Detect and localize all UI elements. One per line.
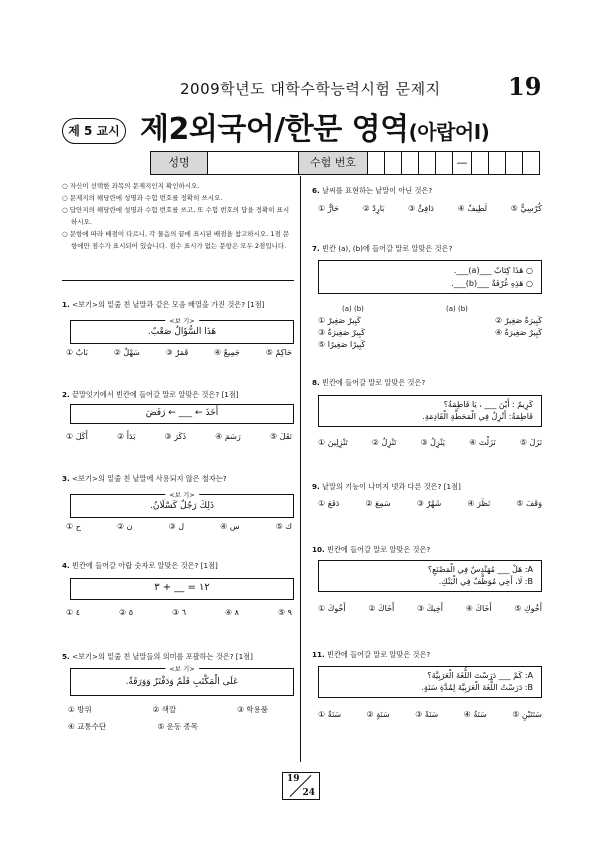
q4-example-box: ١٢ = __ + ٣ xyxy=(70,578,294,600)
note: ○ 문항에 따라 배점이 다르니, 각 물음의 끝에 표시된 배점을 참고하시오. 1점 문항에만 점수가 표시되어 있습니다. 점수 표시가 없는 문항은 모두 2점입니다. xyxy=(62,230,290,250)
option[interactable]: ④ رَسَمَ xyxy=(215,432,241,441)
subject-main: 제2외국어/한문 영역 xyxy=(140,112,409,147)
q1-example-box: <보 기> هَذَا السُّؤَالُ صَعْبٌ. xyxy=(70,320,294,344)
name-exam-box xyxy=(150,151,540,175)
q2-example-box: أَخَذَ ← ___ ← رَفَضَ xyxy=(70,404,294,424)
option[interactable]: ② 색깔 xyxy=(152,705,177,714)
question-5: 5. <보기>의 밑줄 친 낱말들의 의미를 포괄하는 것은? [1점] xyxy=(62,652,253,661)
note: ○ 답안지의 해당란에 성명과 수험 번호를 쓰고, 또 수험 번호의 답을 정확히 표시하시오. xyxy=(62,206,290,226)
instructions xyxy=(62,180,290,252)
subject-sub: (아랍어Ⅰ) xyxy=(408,120,490,144)
option[interactable]: ④ س xyxy=(220,522,240,531)
exam-no-cell[interactable] xyxy=(506,152,523,174)
question-10: 10. 빈칸에 들어갈 말로 알맞은 것은? xyxy=(312,545,431,554)
q3-example-box: <보 기> ذَلِكَ رَجُلٌ كَسْلَانُ. xyxy=(70,494,294,518)
option[interactable]: ④ 교통수단 xyxy=(68,722,107,731)
q1-options xyxy=(66,348,292,357)
exam-no-cell[interactable] xyxy=(368,152,385,174)
q7-example-box: ○ هَذَا كِتَابٌ ___(a)___. ○ هَذِهِ غُرْفَةٌ ___(b)___. xyxy=(318,260,542,294)
option[interactable]: ④ نَظَرَ xyxy=(467,499,491,508)
option[interactable]: ⑤ نَقَلَ xyxy=(269,432,292,441)
option[interactable]: ③ دَافِئٌ xyxy=(408,204,434,213)
option[interactable]: ④ لَطِيفٌ xyxy=(457,204,488,213)
option[interactable]: ⑤ 운동 종목 xyxy=(157,722,198,731)
exam-no-cell[interactable] xyxy=(489,152,506,174)
option[interactable]: ③ ٦ xyxy=(171,608,186,617)
question-3: 3. <보기>의 밑줄 친 낱말에 사용되지 않은 철자는? xyxy=(62,474,227,483)
option[interactable]: ④ أَخَاكَ xyxy=(465,604,492,613)
exam-no-cell[interactable] xyxy=(472,152,489,174)
q11-options xyxy=(318,710,542,719)
option[interactable]: ⑤ كَبِيرًا صَغِيرًا xyxy=(318,340,366,349)
option[interactable]: ② بَارِدٌ xyxy=(362,204,385,213)
q3-options xyxy=(66,522,292,531)
option[interactable]: ④ نَزَلْتَ xyxy=(469,438,496,447)
question-2: 2. 끝말잇기에서 빈칸에 들어갈 말로 알맞은 것은? [1점] xyxy=(62,390,239,399)
option[interactable]: ② تَنْزِلُ xyxy=(371,438,397,447)
q5-example-box: <보 기> عَلَى الْمَكْتَبِ قَلَمٌ وَدَفْتَرٌ وَوَرَقَةٌ. xyxy=(70,668,294,696)
option[interactable]: ② سَنَةٍ xyxy=(366,710,390,719)
exam-no-cell[interactable] xyxy=(523,152,539,174)
q8-example-box: كَرِيمٌ : أَيْنَ ___ ، يَا فَاطِمَةُ؟ فَاطِمَةُ: أَنْزِلُ فِي الْمَحَطَّةِ الْقَادِمَةِ. xyxy=(318,395,542,427)
option[interactable]: ① أَخُوكَ xyxy=(318,604,346,613)
option[interactable]: ⑤ حَاكِمٌ xyxy=(265,348,292,357)
q4-options xyxy=(66,608,292,617)
notes-divider xyxy=(62,280,294,281)
q10-example-box: A: هَلْ ___ مُهَنْدِسٌ فِي الْمَصْنَعِ؟ B: لَا، أَخِي مُوَظَّفٌ فِي الْبَنْكِ. xyxy=(318,560,542,592)
subject-title xyxy=(140,104,489,148)
q6-options xyxy=(318,204,542,213)
page-number: 19 xyxy=(508,72,542,101)
question-9: 9. 낱말의 기능이 나머지 넷과 다른 것은? [1점] xyxy=(312,482,461,491)
option[interactable]: ⑤ أَخُوكِ xyxy=(514,604,542,613)
question-11: 11. 빈칸에 들어갈 말로 알맞은 것은? xyxy=(312,650,431,659)
option[interactable]: ② سَهْلٌ xyxy=(113,348,140,357)
total-pages: 24 xyxy=(302,788,315,798)
option[interactable]: ④ سَنَةُ xyxy=(463,710,487,719)
note: ○ 자신이 선택한 과목의 문제지인지 확인하시오. xyxy=(62,182,200,190)
question-8: 8. 빈칸에 들어갈 말로 알맞은 것은? xyxy=(312,378,426,387)
option[interactable]: ① ٤ xyxy=(66,608,81,617)
question-1: 1. <보기>의 밑줄 친 낱말과 같은 모음 배열을 가진 것은? [1점] xyxy=(62,300,265,309)
exam-title: 2009학년도 대학수학능력시험 문제지 xyxy=(180,80,441,98)
option[interactable]: ② بَدَأَ xyxy=(116,432,136,441)
option[interactable]: ④ جَمِيعٌ xyxy=(213,348,240,357)
option[interactable]: ③ ذَكَرَ xyxy=(164,432,187,441)
option[interactable]: ③ 학용품 xyxy=(237,705,268,714)
option[interactable]: ⑤ وَقَفَ xyxy=(516,499,542,508)
option[interactable]: ① دَفَعَ xyxy=(318,499,340,508)
q10-options xyxy=(318,604,542,613)
column-divider xyxy=(300,176,301,762)
option[interactable]: ① بَابٌ xyxy=(66,348,88,357)
option[interactable]: ④ كَبِيرٌ صَغِيرَةٌ xyxy=(495,328,542,337)
option[interactable]: ③ كَبِيرٌ صَغِيرَةٌ xyxy=(318,328,365,337)
session-badge: 제 5 교시 xyxy=(62,118,126,144)
option[interactable]: ② ن xyxy=(116,522,133,531)
q7-ab-header-right: (a) (b) xyxy=(446,305,468,313)
q11-example-box: A: كَمْ ___ دَرَسْتَ اللُّغَةَ الْعَرَبِيَّةَ؟ B: دَرَسْتُ اللُّغَةَ الْعَرَبِيَّةَ لِمُدَّةِ سَنَةٍ. xyxy=(318,666,542,698)
name-field[interactable] xyxy=(208,152,299,174)
exam-no-cell[interactable] xyxy=(419,152,436,174)
q9-options xyxy=(318,499,542,508)
q7-options xyxy=(318,316,542,352)
exam-no-cell[interactable] xyxy=(385,152,402,174)
option[interactable]: ① كَبِيرٌ صَغِيرٌ xyxy=(318,316,361,325)
option[interactable]: ⑤ ٩ xyxy=(277,608,292,617)
option[interactable]: ③ يَنْزِلُ xyxy=(420,438,446,447)
exam-no-label: 수험 번호 xyxy=(299,152,368,174)
exam-no-cell[interactable] xyxy=(402,152,419,174)
option[interactable]: ③ ل xyxy=(168,522,185,531)
question-6: 6. 날씨를 표현하는 낱말이 아닌 것은? xyxy=(312,186,433,195)
option[interactable]: ① حَارٌّ xyxy=(318,204,339,213)
option[interactable]: ③ شَهْرٌ xyxy=(416,499,442,508)
option[interactable]: ① 방위 xyxy=(68,705,92,714)
question-7: 7. 빈칸 (a), (b)에 들어갈 말로 알맞은 것은? xyxy=(312,244,453,253)
option[interactable]: ① تَنْزِلِينَ xyxy=(318,438,348,447)
option[interactable]: ③ قَمَرٌ xyxy=(165,348,189,357)
q5-options xyxy=(68,704,268,732)
option[interactable]: ① أَكَلَ xyxy=(66,432,88,441)
option[interactable]: ① سَنَةٌ xyxy=(318,710,342,719)
option[interactable]: ⑤ ك xyxy=(275,522,292,531)
option[interactable]: ② سَمِعَ xyxy=(365,499,391,508)
option[interactable]: ① ح xyxy=(66,522,81,531)
page-indicator xyxy=(282,772,320,800)
question-4: 4. 빈칸에 들어갈 아랍 숫자로 알맞은 것은? [1점] xyxy=(62,561,218,570)
name-label: 성명 xyxy=(151,152,208,174)
exam-no-cell[interactable] xyxy=(436,152,453,174)
exam-no-dash: — xyxy=(453,152,472,174)
option[interactable]: ③ سَنَةً xyxy=(415,710,439,719)
option[interactable]: ② كَبِيرَةٌ صَغِيرٌ xyxy=(495,316,542,325)
option[interactable]: ② ٥ xyxy=(118,608,133,617)
option[interactable]: ④ ٨ xyxy=(224,608,239,617)
option[interactable]: ⑤ نَزَلَ xyxy=(519,438,542,447)
option[interactable]: ③ أَخِيكَ xyxy=(416,604,443,613)
option[interactable]: ⑤ سَنَتَيْنِ xyxy=(512,710,542,719)
q7-ab-header-left: (a) (b) xyxy=(342,305,364,313)
note: ○ 문제지의 해당란에 성명과 수험 번호를 정확히 쓰시오. xyxy=(62,194,223,202)
q2-options xyxy=(66,432,292,441)
q8-options xyxy=(318,438,542,447)
current-page: 19 xyxy=(287,774,300,784)
option[interactable]: ⑤ كُرْسِيٌّ xyxy=(510,204,542,213)
option[interactable]: ② أَخَاكَ xyxy=(368,604,395,613)
